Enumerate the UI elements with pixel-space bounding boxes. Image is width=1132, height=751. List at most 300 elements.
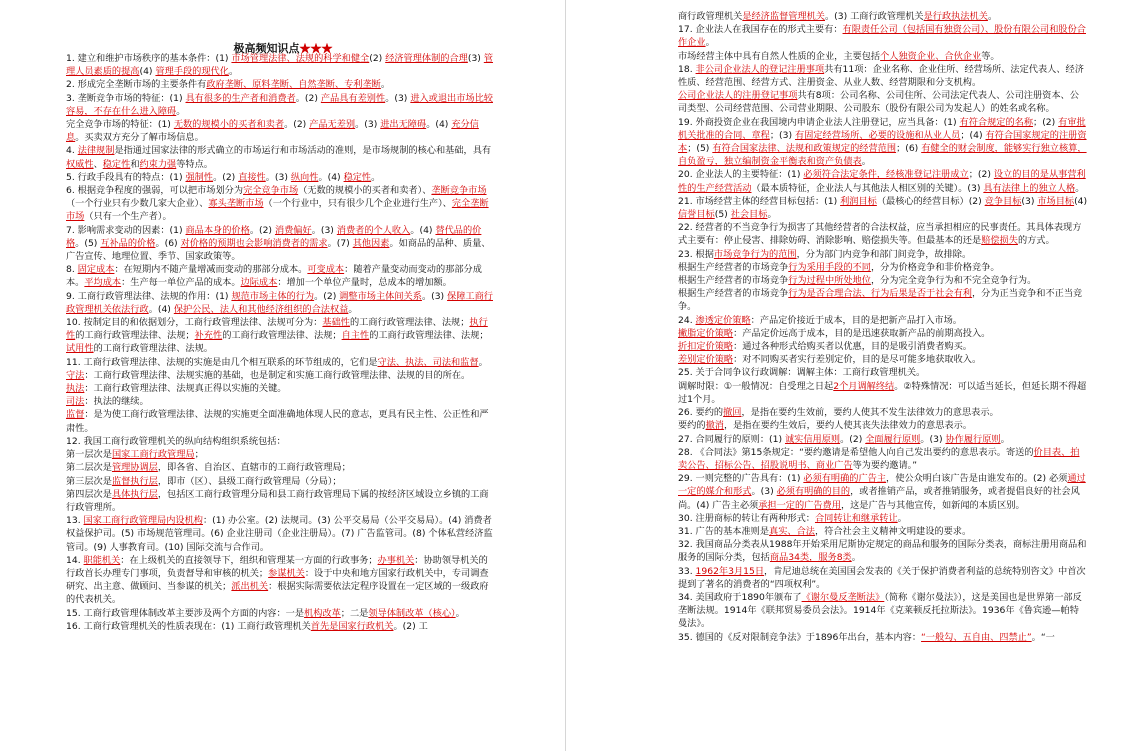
highlighted-term: 进入或退出市场比较容易，不存在什么进入障碍 [66, 92, 493, 117]
text-run: （只有一个生产者）。 [84, 211, 172, 223]
paragraph [678, 287, 1088, 313]
highlighted-term: 替代品的价格 [66, 224, 482, 249]
highlighted-term: 管理人员素质的提高 [66, 53, 493, 78]
text-run: ，使公众明白该广告是由谁发布的。(2) 必须 [886, 473, 1068, 485]
text-run: 。②特殊情况：可以适当延长，但延长期不得超过1个月。 [678, 380, 1087, 405]
text-run: 共有8项：公司名称、公司住所、公司法定代表人、公司注册资本、公司类型、公司经营范围、公司营业期限、公司股东（股份有限公司为发起人）的姓名或名称。 [678, 90, 1079, 115]
highlighted-term: 国家工商行政管理局内设机构 [83, 515, 203, 527]
paragraph [66, 78, 496, 91]
paragraph [678, 433, 1088, 446]
text-run: ：工商行政管理法律、法规真正得以实施的关键。 [84, 383, 287, 395]
highlighted-term: 规范市场主体的行为 [231, 290, 315, 302]
text-run: 19. 外商投资企业在我国境内申请企业法人注册登记，应当具备：(1) [678, 116, 960, 128]
text-run: 25. 关于合同争议行政调解：调解主体：工商行政管理机关。 [678, 367, 926, 379]
highlighted-term: 管理协调层 [111, 462, 158, 474]
highlighted-term: 有固定经营场所、必要的设施和从业人员 [795, 129, 961, 141]
highlighted-term: 补充性 [194, 330, 223, 342]
text-run: 10. 按制定目的和依据划分，工商行政管理法律、法规可分为： [66, 317, 323, 329]
highlighted-term: 有审批机关批准的合同、章程 [678, 116, 1086, 141]
highlighted-term: 市场目标 [1037, 195, 1075, 207]
text-run: 18. [678, 63, 696, 75]
paragraph [678, 63, 1088, 89]
highlighted-term: 基础性 [322, 317, 350, 329]
paragraph [66, 395, 496, 408]
text-run: （简称《谢尔曼法》），这是美国也是世界第一部反垄断法规。1914年《联邦贸易委员会法》。1914年《克莱顿反托拉斯法》。1936年《鲁宾逊—帕特曼法》。 [678, 591, 1082, 630]
paragraph [66, 144, 496, 170]
highlighted-term: 非公司企业法人的登记注册事项 [695, 63, 825, 75]
text-run: 24. [678, 314, 696, 326]
text-run: ：是为使工商行政管理法律、法规的实施更全面准确地体现人民的意志，更具有民主性、公正性和严肃性。 [66, 409, 489, 434]
highlighted-term: 调整市场主体间关系 [339, 290, 422, 302]
highlighted-term: 《谢尔曼反垄断法》 [801, 591, 885, 603]
text-run: 、 [93, 158, 103, 170]
text-run: ：随着产量变动而变动的那部分成本。 [66, 264, 482, 289]
highlighted-term: 个人独资企业、合伙企业 [880, 50, 982, 62]
text-run: 34. 美国政府于1890年颁布了 [678, 591, 802, 603]
paragraph [678, 353, 1088, 366]
text-run: 的工商行政管理法律、法规。 [93, 343, 213, 355]
title-stars: ★★★ [299, 42, 333, 55]
highlighted-term: 机构改革 [304, 607, 341, 619]
text-run: 30. 注册商标的转让有两种形式： [678, 512, 815, 524]
text-run: 。(4) [318, 171, 344, 183]
highlighted-term: 守法 [66, 369, 85, 381]
highlighted-term: 保障工商行政管理机关依法行政 [66, 290, 493, 315]
paragraph [678, 195, 1088, 221]
highlighted-term: 行为过程中所处地位 [788, 275, 871, 287]
text-run: ：(1) 办公室。(2) 法规司。(3) 公平交易局（公平交易局）。(4) 消费者权益保护司。(5) 市场规范管理司。(6) 企业注册司（企业注册局）。(7) 广告监管司。(8) 个体私营经济监管司。(9) 人事教育司。(10) 国际交流与合作司。 [66, 515, 493, 553]
text-run: 。 [1000, 433, 1010, 445]
text-run: ：设于中央和地方国家行政机关中，专司调查研究、出主意、做顾问、当参谋的机关； [66, 567, 489, 593]
paragraph [678, 366, 1088, 379]
highlighted-term: 其他因素 [352, 237, 390, 249]
text-run: 4. [66, 145, 78, 157]
text-run: 。(3) [920, 433, 946, 445]
text-run: （一个行业只有少数几家大企业）、 [66, 198, 209, 210]
text-run: ：产品定价远高于成本，目的是迅速获取新产品的前期高投入。 [733, 327, 991, 339]
paragraph [66, 620, 496, 633]
paragraph [678, 591, 1088, 631]
text-run: 23. 根据 [678, 248, 714, 260]
highlighted-term: 完全垄断市场 [66, 198, 489, 223]
text-run: 。(2) [295, 92, 321, 104]
text-run: ，分为部门内竞争和部门间竞争，故排除。 [796, 248, 972, 260]
text-run: 。 [861, 156, 871, 168]
text-run: ：工商行政管理法律、法规实施的基础，也是制定和实施工商行政管理法律、法规的目的所在。 [84, 369, 471, 381]
text-run: 。 [455, 607, 465, 619]
highlighted-term: 必须有明确的目的 [776, 486, 851, 498]
highlighted-term: 政府垄断、原料垄断、自然垄断、专利垄断 [206, 79, 381, 91]
highlighted-term: 参谋机关 [268, 567, 305, 579]
text-run: 的工商行政管理法律、法规； [369, 330, 489, 342]
text-run: 根据生产经营者的市场竞争 [678, 288, 789, 300]
paragraph [66, 554, 496, 607]
highlighted-term: 信誉目标 [678, 209, 715, 221]
paragraph [678, 116, 1088, 169]
text-run: ：在上级机关的直接领导下，组织和管理某一方面的行政事务； [120, 554, 378, 566]
highlighted-term: 承担一定的广告费用 [758, 499, 841, 511]
highlighted-term: 纵向性 [290, 171, 319, 183]
text-run: 。(3) [421, 290, 448, 302]
highlighted-term: 市场管理法律、法规的科学和健全 [231, 53, 370, 64]
paragraph [66, 514, 496, 554]
highlighted-term: 市场竞争行为的范围 [713, 248, 797, 260]
text-run: 15. 工商行政管理体制改革主要涉及两个方面的内容：一是 [66, 607, 305, 619]
highlighted-term: 撇脂定价策略 [678, 327, 734, 339]
paragraph [66, 118, 496, 144]
highlighted-term: 国家工商行政管理局 [111, 449, 195, 461]
text-run: 。(3) [265, 171, 291, 183]
paragraph [678, 168, 1088, 194]
text-run: (3) [467, 53, 484, 64]
text-run: 的工商行政管理法律、法规； [222, 330, 342, 342]
highlighted-term: 直接性 [238, 171, 266, 183]
text-run: 7. 影响需求变动的因素：(1) [66, 224, 186, 236]
text-run: ：产品定价接近于成本，目的是把新产品打入市场。 [750, 314, 962, 326]
highlighted-term: 必须有明确的广告主 [803, 473, 887, 485]
text-run: 2. 形成完全垄断市场的主要条件有 [66, 79, 207, 91]
highlighted-term: 具有很多的生产者和消费者 [185, 92, 296, 104]
text-run: 第四层次是 [66, 488, 112, 500]
highlighted-term: 商品本身的价格 [185, 224, 250, 236]
highlighted-term: 完全竞争市场 [243, 185, 299, 197]
text-run: （一个行业中，只有很少几个企业进行生产）、 [263, 198, 452, 210]
text-run: 11. 工商行政管理法律、法规的实施是由几个相互联系的环节组成的，它们是 [66, 356, 378, 368]
text-run: 等。 [981, 50, 1000, 62]
text-run: （无数的规模小的买者和卖者）、 [298, 185, 432, 197]
text-run: ；二是 [340, 607, 369, 619]
highlighted-term: 消费偏好 [274, 224, 312, 236]
paragraph [678, 565, 1088, 591]
highlighted-term: 保护公民、法人和其他经济组织的合法权益 [173, 303, 349, 315]
highlighted-term: 消费者的个人收入 [336, 224, 411, 236]
text-run: 。 [380, 79, 391, 91]
highlighted-term: 执法 [66, 383, 85, 395]
text-run: 等特点。 [176, 158, 213, 170]
text-run: 第一层次是 [66, 449, 112, 461]
paragraph [66, 382, 496, 395]
paragraph [678, 10, 1088, 23]
text-run: ；(6) [896, 143, 922, 155]
text-run: 。(4) [410, 224, 436, 236]
highlighted-term: 是经济监督管理机关 [742, 11, 825, 22]
right-text-column [678, 10, 1088, 644]
highlighted-term: 撤回 [723, 407, 742, 419]
text-run: ：通过各种形式给购买者以优惠，目的是吸引消费者购买。 [733, 341, 972, 353]
text-run: 32. 我国商品分类表从1988年开始采用尼斯协定规定的商品和服务的国际分类表，商标注册用商品和服务的国际分类，包括 [678, 539, 1087, 564]
highlighted-term: 有符合规定的名称 [959, 116, 1034, 128]
text-run: 13. [66, 515, 84, 527]
text-run: ，分为正当竞争和不正当竞争。 [678, 288, 1083, 313]
text-run: ，分为完全竞争行为和不完全竞争行为。 [870, 275, 1037, 287]
highlighted-term: 公司企业法人的注册登记事项 [678, 90, 798, 102]
text-run: (5) [714, 209, 731, 221]
text-run: 。(2) [213, 171, 239, 183]
text-run: ，是指在要约生效后，要约人使其丧失法律效力的意思表示。 [723, 420, 972, 432]
text-run: 14. [66, 554, 84, 566]
highlighted-term: 有限责任公司（包括国有独资公司）、股份有限公司和股份合作企业 [678, 24, 1086, 49]
highlighted-term: 稳定性 [343, 171, 372, 183]
text-run: 22. 经营者的不当竞争行为损害了其他经营者的合法权益，应当承担相应的民事责任。其具体表现方式主要有：停止侵害、排除妨碍、消除影响、赔偿损失等。但最基本的还是 [678, 222, 1082, 247]
paragraph [678, 50, 1088, 63]
paragraph [678, 380, 1088, 406]
text-run: ，或者推销产品，或者推销服务，或者提倡良好的社会风尚。(4) 广告主必须 [678, 486, 1080, 511]
text-run: 20. 企业法人的主要特征：(1) [678, 169, 804, 181]
paragraph [678, 327, 1088, 340]
text-run: 。 [767, 209, 777, 221]
highlighted-term: 自主性 [341, 330, 370, 342]
paragraph [66, 184, 496, 224]
text-run: 。如商品的品种、质量、广告宣传、地理位置、季节、国家政策等。 [66, 237, 491, 263]
paragraph [66, 461, 496, 474]
text-run: 。 [371, 171, 381, 183]
highlighted-term: 法律规制 [77, 145, 115, 157]
text-run: 。(3) [751, 486, 777, 498]
highlighted-term: 首先是国家行政机关 [310, 620, 394, 632]
text-run: （最核心的经营目标）(2) [876, 195, 985, 207]
highlighted-term: 是行政执法机关 [923, 11, 988, 22]
paragraph [678, 525, 1088, 538]
paragraph [678, 89, 1088, 115]
highlighted-term: 有健全的财会制度，能够实行独立核算，自负盈亏，独立编制资金平衡表和资产负债表 [678, 143, 1087, 168]
paragraph [678, 261, 1088, 274]
text-run: 的工商行政管理法律、法规； [349, 317, 470, 329]
text-run: 26. 要约的 [678, 407, 724, 419]
highlighted-term: 价目表、拍卖公告、招标公告、招股说明书、商业广告 [678, 446, 1080, 471]
paragraph [66, 369, 496, 382]
highlighted-term: 边际成本 [240, 277, 278, 289]
text-run: 调解时限：①一般情况：自受理之日起 [678, 380, 834, 392]
text-run: 33. [678, 565, 696, 577]
text-run: （最本质特征，企业法人与其他法人相区别的关键）。(3) [751, 182, 984, 194]
text-run: ；(2) [968, 169, 994, 181]
paragraph [678, 419, 1088, 432]
text-run: 。(3) 工商行政管理机关 [825, 11, 924, 22]
text-run: 。(6) [155, 237, 181, 249]
text-run: ：协助领导机关的行政首长办理专门事项，负责督导和审核的机关； [66, 554, 488, 579]
text-run: 。 [987, 11, 998, 22]
highlighted-term: 具体执行层 [111, 488, 158, 500]
highlighted-term: 产品无差别 [309, 119, 356, 131]
paragraph [678, 446, 1088, 472]
text-run: (3) [1021, 195, 1038, 207]
paragraph [66, 488, 496, 514]
paragraph [678, 340, 1088, 353]
right-page [566, 0, 1132, 751]
highlighted-term: 垄断竞争市场 [431, 185, 487, 197]
paragraph [678, 538, 1088, 564]
highlighted-term: 监督执行层 [111, 475, 158, 487]
highlighted-term: 试用性 [66, 343, 94, 355]
highlighted-term: 通过一定的媒介和形式 [678, 473, 1086, 498]
highlighted-term: 经济管理体制的合理 [385, 53, 468, 64]
highlighted-term: 行为采用手段的不同 [788, 261, 871, 273]
highlighted-term: 派出机关 [231, 581, 269, 593]
paragraph [66, 92, 496, 118]
highlighted-term: 渗透定价策略 [695, 314, 751, 326]
paragraph [66, 171, 496, 184]
highlighted-term: 管理手段的现代化 [155, 66, 229, 78]
text-run: 等为要约邀请。” [852, 459, 918, 471]
text-run: ，符合社会主义精神文明建设的要求。 [814, 525, 972, 537]
text-run: ：在短期内不随产量增减而变动的那部分成本。 [114, 264, 308, 276]
highlighted-term: 有符合国家法律、法规和政策规定的经营范围 [712, 143, 897, 155]
text-run: ； [194, 449, 204, 461]
highlighted-term: 合同转让和继承转让 [814, 512, 898, 524]
text-run: 29. 一则完整的广告具有：(1) [678, 473, 804, 485]
paragraph [66, 290, 496, 316]
highlighted-term: 领导体制改革（核心） [368, 607, 456, 619]
text-run: 要约的 [678, 420, 706, 432]
paragraph [66, 448, 496, 461]
text-run: 9. 工商行政管理法律、法规的作用：(1) [66, 290, 232, 302]
text-run: ，肯尼迪总统在美国国会发表的《关于保护消费者利益的总统特别咨文》中首次提到了著名的消费者的“四项权利”。 [678, 565, 1086, 590]
highlighted-term: 差别定价策略 [678, 354, 734, 366]
highlighted-term: 行为是否合理合法、行为后果是否于社会有利 [788, 288, 972, 300]
text-run: 12. 我国工商行政管理机关的纵向结构组织系统包括： [66, 435, 286, 447]
text-run: ；(3) [769, 129, 795, 141]
highlighted-term: 平均成本 [84, 277, 122, 289]
text-run: 。(2) [284, 119, 310, 131]
paragraph [678, 248, 1088, 261]
highlighted-term: 竞争目标 [984, 195, 1022, 207]
paragraph [678, 221, 1088, 247]
highlighted-term: 固定成本 [77, 264, 115, 276]
text-run: 。 [478, 356, 488, 368]
text-run: 和 [130, 158, 140, 170]
text-run: ：根据实际需要依法定程序设置在一定区域的一级政府的代表机关。 [66, 581, 489, 606]
highlighted-term: 进出无障碍 [380, 119, 427, 131]
text-run: 。(2) 工 [393, 620, 428, 632]
paragraph [66, 263, 496, 289]
text-run: 1. 建立和维护市场秩序的基本条件：(1) [66, 53, 232, 64]
text-run: 。 [1075, 182, 1085, 194]
text-run: 35. 德国的《反对限制竞争法》于1896年出台，基本内容： [678, 631, 922, 643]
highlighted-term: 1962年3月15日 [695, 565, 765, 577]
text-run: ，是指在要约生效前，要约人使其不发生法律效力的意思表示。 [741, 407, 999, 419]
highlighted-term: 利润目标 [840, 195, 877, 207]
highlighted-term: 社会目标 [730, 209, 768, 221]
highlighted-term: 协作履行原则 [945, 433, 1001, 445]
paragraph [678, 274, 1088, 287]
text-run: 。 [176, 105, 186, 117]
text-run: ：执法的继续。 [84, 396, 149, 408]
highlighted-term: 2个月调解终结 [833, 380, 895, 392]
text-run: ：生产每一单位产品的成本。 [121, 277, 241, 289]
paragraph [678, 314, 1088, 327]
paragraph [678, 406, 1088, 419]
highlighted-term: 职能机关 [83, 554, 121, 566]
text-run: 的工商行政管理法律、法规； [75, 330, 195, 342]
highlighted-term: 办事机关 [377, 554, 415, 566]
text-run: 。 [705, 37, 715, 49]
paragraph [678, 631, 1088, 644]
highlighted-term: 稳定性 [102, 158, 131, 170]
highlighted-term: 司法 [66, 396, 85, 408]
text-run: 27. 合同履行的原则：(1) [678, 433, 785, 445]
text-run: 商行政管理机关 [678, 11, 743, 22]
text-run: (2) [369, 53, 386, 64]
highlighted-term: 无数的规模小的买者和卖者 [173, 119, 285, 131]
text-run: 共有11项：企业名称、企业住所、经营场所、法定代表人、经济性质、经营范围、经营方式、注册资金、从业人数、经营期限和分支机构。 [678, 63, 1084, 89]
paragraph [678, 512, 1088, 525]
paragraph [66, 316, 496, 356]
text-run: (4) [1074, 195, 1088, 207]
text-run: 3. 垄断竞争市场的特征：(1) [66, 92, 186, 104]
highlighted-term: 互补品的价格 [100, 237, 156, 249]
text-run: 8. [66, 264, 78, 276]
highlighted-term: 商品34类，服务8类 [769, 552, 852, 564]
highlighted-term: 设立的目的是从事营利性的生产经营活动 [678, 169, 1086, 194]
highlighted-term: 寡头垄断市场 [208, 198, 264, 210]
paragraph [66, 435, 496, 448]
paragraph [66, 52, 496, 78]
text-run: 的方式。 [1017, 235, 1055, 247]
highlighted-term: “一般勾、五自由、四禁止” [921, 631, 1032, 643]
text-run: 。 [897, 512, 907, 524]
text-run: ，包括区工商行政管理分局和县工商行政管理局下属的按经济区域设立乡镇的工商行政管理所。 [66, 488, 489, 513]
title-text: 极高频知识点 [233, 42, 300, 55]
text-run: 是指通过国家法律的形式确立的市场运行和市场活动的准则，是市场规制的核心和基础，具有 [114, 145, 492, 157]
paragraph [66, 607, 496, 620]
text-run: ，这是广告与其他宣传，如新闻的本质区别。 [840, 499, 1025, 511]
text-run: 。“一 [1031, 631, 1055, 643]
text-run: 28. 《合同法》第15条规定：“要约邀请是希望他人向自己发出要约的意思表示。寄送的 [678, 446, 1034, 458]
highlighted-term: 撤消 [705, 420, 724, 432]
paragraph [66, 475, 496, 488]
text-run: 市场经营主体中具有自然人性质的企业，主要包括 [678, 50, 881, 62]
text-run: 。(2) [314, 290, 340, 302]
paragraph [66, 408, 496, 434]
text-run: 31. 广告的基本准则是 [678, 525, 770, 537]
paragraph [678, 23, 1088, 49]
highlighted-term: 必须符合法定条件，经核准登记注册成立 [803, 169, 969, 181]
text-run: ：增加一个单位产量时，总成本的增加额。 [277, 277, 452, 289]
text-run: 17. 企业法人在我国存在的形式主要有： [678, 24, 843, 36]
left-text-column [66, 52, 496, 633]
highlighted-term: 全面履行原则 [865, 433, 921, 445]
highlighted-term: 诚实信用原则 [784, 433, 841, 445]
highlighted-term: 有符合国家规定的注册资本 [678, 129, 1087, 155]
text-run: 16. 工商行政管理机关的性质表现在：(1) 工商行政管理机关 [66, 620, 311, 632]
highlighted-term: 守法、执法、司法和监督 [377, 356, 479, 368]
text-run: 。(4) [148, 303, 174, 315]
text-run: 。买卖双方充分了解市场信息。 [75, 132, 204, 144]
text-run: 。(2) [840, 433, 866, 445]
text-run: 。 [851, 552, 861, 564]
text-run: 。(4) [426, 119, 452, 131]
text-run: 。(5) [75, 237, 101, 249]
highlighted-term: 赔偿损失 [981, 235, 1018, 247]
text-run: 。(7) [327, 237, 353, 249]
text-run: ；(5) [687, 143, 713, 155]
text-run: ：对不同购买者实行差别定价，目的是尽可能多地获取收入。 [733, 354, 982, 366]
paragraph [678, 472, 1088, 512]
text-run: ，即市（区）、县级工商行政管理局（分局）； [157, 475, 342, 487]
text-run: 。 [348, 303, 358, 315]
highlighted-term: 可变成本 [307, 264, 345, 276]
highlighted-term: 真实、合法 [769, 525, 815, 537]
text-run: (4) [139, 66, 156, 78]
text-run: 完全竞争市场的特征：(1) [66, 119, 174, 131]
text-run: 21. 市场经营主体的经营目标包括：(1) [678, 195, 841, 207]
text-run: 。(3) [355, 119, 381, 131]
text-run: 5. 行政手段具有的特点：(1) [66, 171, 186, 183]
text-run: 根据生产经营者的市场竞争 [678, 261, 789, 273]
highlighted-term: 权威性 [66, 158, 94, 170]
text-run: 。(2) [249, 224, 275, 236]
highlighted-term: 产品具有差别性 [320, 92, 386, 104]
